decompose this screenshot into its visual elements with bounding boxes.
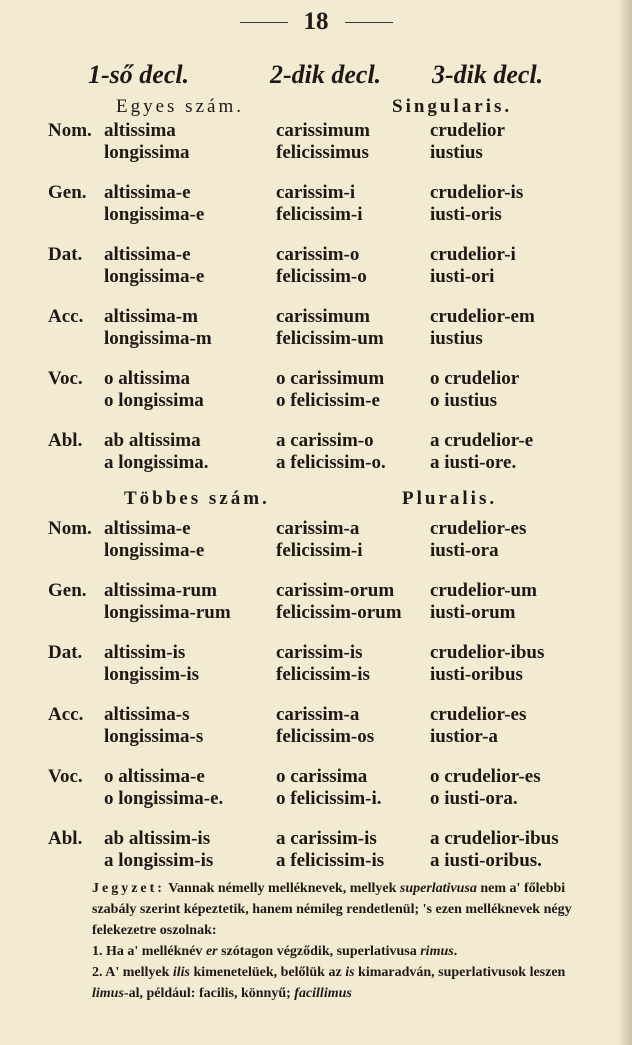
word-form: felicissim-um — [276, 328, 384, 349]
declension-row — [0, 828, 632, 876]
singular-title-hungarian: Egyes szám. — [116, 96, 244, 117]
form-cell-c1 — [104, 642, 199, 686]
case-label: Acc. — [48, 306, 84, 327]
declension-row — [0, 704, 632, 752]
word-form: ab altissima — [104, 430, 201, 451]
footnote-paragraph-1: Jegyzet: Vannak némelly melléknevek, mellyek superlativusa nem a' főlebbi szabály szerint képeztetik, hanem némileg rendetlenül; 's ezen melléknevek négy felekezetre oszolnak: — [92, 881, 572, 938]
word-form: iustius — [430, 142, 483, 163]
word-form: carissimum — [276, 120, 370, 141]
form-cell-c1 — [104, 518, 204, 562]
word-form: a felicissim-o. — [276, 452, 386, 473]
form-cell-c3 — [430, 518, 526, 562]
declension-heading-3: 3-dik decl. — [432, 60, 544, 89]
form-cell-c3 — [430, 430, 533, 474]
word-form: crudelior-ibus — [430, 642, 545, 663]
word-form: o longissima-e. — [104, 788, 224, 809]
word-form: altissima-rum — [104, 580, 217, 601]
word-form: ab altissim-is — [104, 828, 211, 849]
word-form: o iusti-ora. — [430, 788, 518, 809]
word-form: iusti-orum — [430, 602, 516, 623]
form-cell-c2 — [276, 120, 370, 164]
word-form: o felicissim-e — [276, 390, 380, 411]
form-cell-c3 — [430, 642, 544, 686]
case-label: Nom. — [48, 120, 92, 141]
word-form: altissima-e — [104, 182, 191, 203]
declension-headings — [0, 60, 632, 94]
form-cell-c2 — [276, 306, 384, 350]
form-cell-c1 — [104, 766, 223, 810]
case-label: Nom. — [48, 518, 92, 539]
word-form: longissima-e — [104, 540, 205, 561]
word-form: altissima-e — [104, 244, 191, 265]
word-form: a iusti-ore. — [430, 452, 517, 473]
form-cell-c1 — [104, 244, 204, 288]
word-form: crudelior-em — [430, 306, 535, 327]
word-form: iusti-oris — [430, 204, 502, 225]
word-form: altissima-s — [104, 704, 190, 725]
footnote-paragraph-2: 1. Ha a' melléknév er szótagon végződik, superlativusa rimus. — [92, 944, 458, 959]
case-label: Abl. — [48, 828, 83, 849]
form-cell-c2 — [276, 518, 363, 562]
word-form: longissima-rum — [104, 602, 231, 623]
form-cell-c3 — [430, 368, 519, 412]
word-form: longissim-is — [104, 664, 200, 685]
case-label: Dat. — [48, 244, 83, 265]
word-form: iustius — [430, 328, 483, 349]
word-form: altissima — [104, 120, 176, 141]
plural-title-hungarian: Többes szám. — [124, 488, 270, 509]
word-form: carissim-a — [276, 518, 360, 539]
form-cell-c2 — [276, 244, 367, 288]
word-form: o carissimum — [276, 368, 385, 389]
word-form: felicissim-orum — [276, 602, 402, 623]
word-form: iusti-ora — [430, 540, 499, 561]
word-form: felicissim-is — [276, 664, 370, 685]
word-form: o altissima — [104, 368, 191, 389]
word-form: a iusti-oribus. — [430, 850, 542, 871]
header-rule-right — [345, 22, 393, 23]
case-label: Acc. — [48, 704, 84, 725]
form-cell-c3 — [430, 182, 523, 226]
form-cell-c1 — [104, 580, 231, 624]
word-form: a longissim-is — [104, 850, 214, 871]
page-header — [0, 8, 632, 36]
singular-title-latin: Singularis. — [392, 96, 513, 117]
word-form: iustior-a — [430, 726, 498, 747]
declension-row — [0, 244, 632, 292]
word-form: a carissim-is — [276, 828, 377, 849]
word-form: carissimum — [276, 306, 370, 327]
word-form: felicissimus — [276, 142, 369, 163]
word-form: o altissima-e — [104, 766, 205, 787]
declension-heading-2: 2-dik decl. — [270, 60, 382, 89]
word-form: crudelior-es — [430, 704, 527, 725]
form-cell-c1 — [104, 306, 212, 350]
form-cell-c3 — [430, 244, 516, 288]
word-form: carissim-orum — [276, 580, 395, 601]
declension-row — [0, 182, 632, 230]
word-form: crudelior-um — [430, 580, 537, 601]
word-form: carissim-i — [276, 182, 356, 203]
case-label: Gen. — [48, 580, 87, 601]
word-form: o felicissim-i. — [276, 788, 382, 809]
form-cell-c2 — [276, 430, 386, 474]
footnote-paragraph-3: 2. A' mellyek ilis kimenetelüek, belőlük az is kimaradván, superlativusok leszen limus-al, például: facilis, könnyű; facillimus — [92, 965, 566, 1001]
declension-row — [0, 580, 632, 628]
word-form: longissima — [104, 142, 190, 163]
case-label: Gen. — [48, 182, 87, 203]
word-form: a carissim-o — [276, 430, 374, 451]
declension-row — [0, 518, 632, 566]
word-form: o iustius — [430, 390, 498, 411]
form-cell-c1 — [104, 120, 190, 164]
form-cell-c2 — [276, 642, 370, 686]
word-form: carissim-a — [276, 704, 360, 725]
word-form: iusti-ori — [430, 266, 495, 287]
form-cell-c1 — [104, 182, 204, 226]
declension-row — [0, 642, 632, 690]
word-form: a crudelior-e — [430, 430, 534, 451]
word-form: crudelior-es — [430, 518, 527, 539]
header-rule-left — [240, 22, 288, 23]
word-form: felicissim-o — [276, 266, 367, 287]
word-form: crudelior-i — [430, 244, 516, 265]
word-form: altissima-e — [104, 518, 191, 539]
form-cell-c3 — [430, 580, 537, 624]
word-form: iusti-oribus — [430, 664, 523, 685]
word-form: felicissim-i — [276, 204, 363, 225]
case-label: Abl. — [48, 430, 83, 451]
word-form: felicissim-os — [276, 726, 375, 747]
form-cell-c3 — [430, 828, 559, 872]
declension-heading-1: 1-ső decl. — [88, 60, 190, 89]
word-form: o carissima — [276, 766, 368, 787]
word-form: crudelior — [430, 120, 505, 141]
case-label: Dat. — [48, 642, 83, 663]
word-form: altissim-is — [104, 642, 186, 663]
page-number: 18 — [303, 8, 329, 35]
form-cell-c1 — [104, 828, 213, 872]
form-cell-c2 — [276, 828, 384, 872]
declension-row — [0, 368, 632, 416]
form-cell-c3 — [430, 766, 541, 810]
form-cell-c3 — [430, 120, 505, 164]
word-form: longissima-s — [104, 726, 204, 747]
footnote-lead: Jegyzet: — [92, 881, 165, 896]
plural-title-latin: Pluralis. — [402, 488, 498, 509]
word-form: felicissim-i — [276, 540, 363, 561]
declension-row — [0, 120, 632, 168]
word-form: o longissima — [104, 390, 204, 411]
word-form: longissima-e — [104, 266, 205, 287]
form-cell-c1 — [104, 368, 204, 412]
case-label: Voc. — [48, 766, 83, 787]
word-form: crudelior-is — [430, 182, 524, 203]
word-form: longissima-m — [104, 328, 212, 349]
form-cell-c1 — [104, 704, 203, 748]
form-cell-c2 — [276, 704, 374, 748]
form-cell-c2 — [276, 580, 402, 624]
case-label: Voc. — [48, 368, 83, 389]
word-form: o crudelior-es — [430, 766, 541, 787]
declension-row — [0, 306, 632, 354]
word-form: a crudelior-ibus — [430, 828, 559, 849]
word-form: a felicissim-is — [276, 850, 385, 871]
form-cell-c2 — [276, 182, 363, 226]
form-cell-c3 — [430, 306, 535, 350]
form-cell-c2 — [276, 766, 382, 810]
form-cell-c1 — [104, 430, 209, 474]
word-form: altissima-m — [104, 306, 198, 327]
form-cell-c2 — [276, 368, 384, 412]
declension-row — [0, 430, 632, 478]
word-form: longissima-e — [104, 204, 205, 225]
word-form: a longissima. — [104, 452, 209, 473]
footnote — [52, 878, 592, 1004]
word-form: carissim-is — [276, 642, 363, 663]
word-form: carissim-o — [276, 244, 360, 265]
declension-row — [0, 766, 632, 814]
word-form: o crudelior — [430, 368, 520, 389]
form-cell-c3 — [430, 704, 526, 748]
